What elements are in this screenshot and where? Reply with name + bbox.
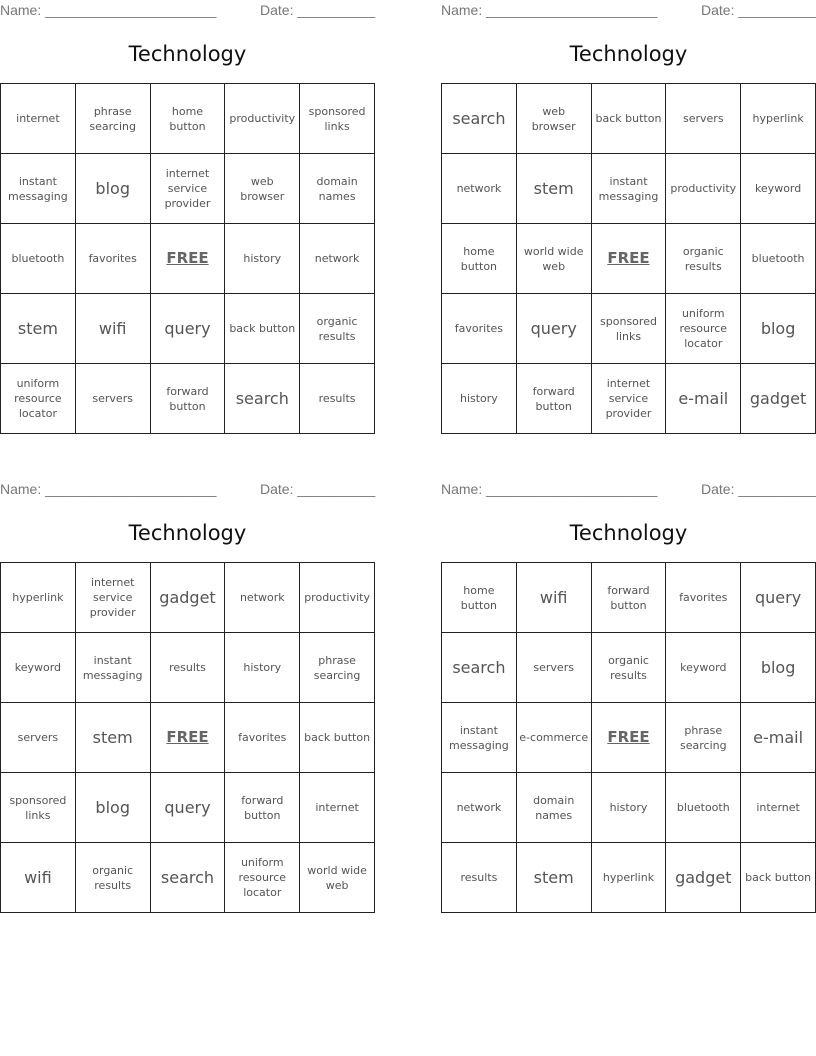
bingo-cell: organic results: [76, 843, 151, 913]
bingo-card-3: [0, 479, 375, 909]
bingo-cell: internet: [300, 773, 375, 843]
bingo-cell: phrase searcing: [300, 633, 375, 703]
bingo-cell: home button: [442, 224, 517, 294]
card-title: Technology: [569, 42, 688, 66]
bingo-cell: sponsored links: [592, 294, 667, 364]
bingo-cell: instant messaging: [442, 703, 517, 773]
free-space: FREE: [151, 703, 226, 773]
bingo-cell: e-commerce: [517, 703, 592, 773]
bingo-cell: results: [442, 843, 517, 913]
bingo-cell: instant messaging: [592, 154, 667, 224]
bingo-cell: gadget: [151, 563, 226, 633]
bingo-cell: domain names: [517, 773, 592, 843]
bingo-cell: home button: [442, 563, 517, 633]
bingo-cell: organic results: [300, 294, 375, 364]
bingo-cell: e-mail: [666, 364, 741, 434]
free-space: FREE: [592, 224, 667, 294]
bingo-cell: forward button: [592, 563, 667, 633]
bingo-cell: internet service provider: [592, 364, 667, 434]
bingo-cell: gadget: [741, 364, 816, 434]
bingo-cell: internet service provider: [76, 563, 151, 633]
bingo-cell: search: [442, 84, 517, 154]
card-header: [0, 481, 375, 499]
bingo-cell: forward button: [517, 364, 592, 434]
card-header: [441, 2, 816, 20]
bingo-cell: results: [300, 364, 375, 434]
bingo-cell: favorites: [225, 703, 300, 773]
bingo-cell: sponsored links: [300, 84, 375, 154]
bingo-cell: web browser: [225, 154, 300, 224]
bingo-cell: servers: [666, 84, 741, 154]
bingo-cell: keyword: [741, 154, 816, 224]
bingo-cell: back button: [592, 84, 667, 154]
bingo-cell: wifi: [1, 843, 76, 913]
bingo-cell: productivity: [666, 154, 741, 224]
bingo-cell: uniform resource locator: [1, 364, 76, 434]
date-field: Date: __________: [701, 2, 816, 18]
card-title: Technology: [128, 521, 247, 545]
bingo-cell: favorites: [666, 563, 741, 633]
bingo-cell: hyperlink: [592, 843, 667, 913]
bingo-cell: wifi: [76, 294, 151, 364]
bingo-grid: [441, 83, 816, 434]
bingo-cell: history: [225, 224, 300, 294]
free-space: FREE: [592, 703, 667, 773]
date-field: Date: __________: [701, 481, 816, 497]
name-field: Name: ______________________: [0, 481, 217, 497]
bingo-cell: back button: [741, 843, 816, 913]
bingo-cell: phrase searcing: [666, 703, 741, 773]
bingo-cell: query: [151, 294, 226, 364]
bingo-cell: web browser: [517, 84, 592, 154]
bingo-grid: [0, 83, 375, 434]
card-header: [0, 2, 375, 20]
bingo-cell: home button: [151, 84, 226, 154]
bingo-cell: servers: [1, 703, 76, 773]
bingo-card-4: [441, 479, 816, 909]
bingo-cell: history: [225, 633, 300, 703]
bingo-cell: favorites: [442, 294, 517, 364]
bingo-card-1: [0, 0, 375, 430]
bingo-cell: forward button: [225, 773, 300, 843]
bingo-cell: keyword: [666, 633, 741, 703]
bingo-cell: forward button: [151, 364, 226, 434]
bingo-grid: [441, 562, 816, 913]
bingo-cell: network: [225, 563, 300, 633]
name-field: Name: ______________________: [0, 2, 217, 18]
card-header: [441, 481, 816, 499]
bingo-cell: results: [151, 633, 226, 703]
bingo-cell: search: [442, 633, 517, 703]
bingo-cell: bluetooth: [741, 224, 816, 294]
bingo-cell: internet service provider: [151, 154, 226, 224]
bingo-grid: [0, 562, 375, 913]
bingo-cell: productivity: [300, 563, 375, 633]
bingo-cell: favorites: [76, 224, 151, 294]
bingo-cell: network: [442, 154, 517, 224]
bingo-cell: e-mail: [741, 703, 816, 773]
bingo-cell: hyperlink: [1, 563, 76, 633]
bingo-cell: query: [741, 563, 816, 633]
date-field: Date: __________: [260, 481, 376, 497]
name-field: Name: ______________________: [441, 2, 658, 18]
bingo-cell: sponsored links: [1, 773, 76, 843]
bingo-cell: instant messaging: [1, 154, 76, 224]
bingo-cell: network: [442, 773, 517, 843]
bingo-cell: uniform resource locator: [225, 843, 300, 913]
card-title: Technology: [128, 42, 247, 66]
bingo-cell: internet: [1, 84, 76, 154]
bingo-cell: back button: [225, 294, 300, 364]
name-field: Name: ______________________: [441, 481, 658, 497]
bingo-cell: organic results: [592, 633, 667, 703]
card-title: Technology: [569, 521, 688, 545]
bingo-cell: keyword: [1, 633, 76, 703]
bingo-cell: productivity: [225, 84, 300, 154]
bingo-cell: query: [151, 773, 226, 843]
free-space: FREE: [151, 224, 226, 294]
bingo-cell: bluetooth: [666, 773, 741, 843]
bingo-cell: hyperlink: [741, 84, 816, 154]
bingo-cell: blog: [741, 294, 816, 364]
bingo-cell: query: [517, 294, 592, 364]
bingo-cell: bluetooth: [1, 224, 76, 294]
date-field: Date: __________: [260, 2, 376, 18]
bingo-cell: gadget: [666, 843, 741, 913]
bingo-cell: servers: [517, 633, 592, 703]
bingo-card-2: [441, 0, 816, 430]
bingo-cell: blog: [76, 773, 151, 843]
bingo-cell: blog: [741, 633, 816, 703]
bingo-cell: world wide web: [300, 843, 375, 913]
bingo-cell: network: [300, 224, 375, 294]
bingo-cell: search: [225, 364, 300, 434]
bingo-cell: world wide web: [517, 224, 592, 294]
bingo-cell: phrase searcing: [76, 84, 151, 154]
bingo-cell: domain names: [300, 154, 375, 224]
bingo-cell: search: [151, 843, 226, 913]
bingo-cell: internet: [741, 773, 816, 843]
bingo-cell: organic results: [666, 224, 741, 294]
bingo-cell: stem: [1, 294, 76, 364]
bingo-cell: instant messaging: [76, 633, 151, 703]
bingo-cell: blog: [76, 154, 151, 224]
bingo-cell: history: [592, 773, 667, 843]
bingo-cell: stem: [517, 843, 592, 913]
bingo-cell: wifi: [517, 563, 592, 633]
bingo-cell: servers: [76, 364, 151, 434]
bingo-cell: stem: [517, 154, 592, 224]
bingo-cell: uniform resource locator: [666, 294, 741, 364]
bingo-cell: history: [442, 364, 517, 434]
bingo-cell: back button: [300, 703, 375, 773]
bingo-cell: stem: [76, 703, 151, 773]
